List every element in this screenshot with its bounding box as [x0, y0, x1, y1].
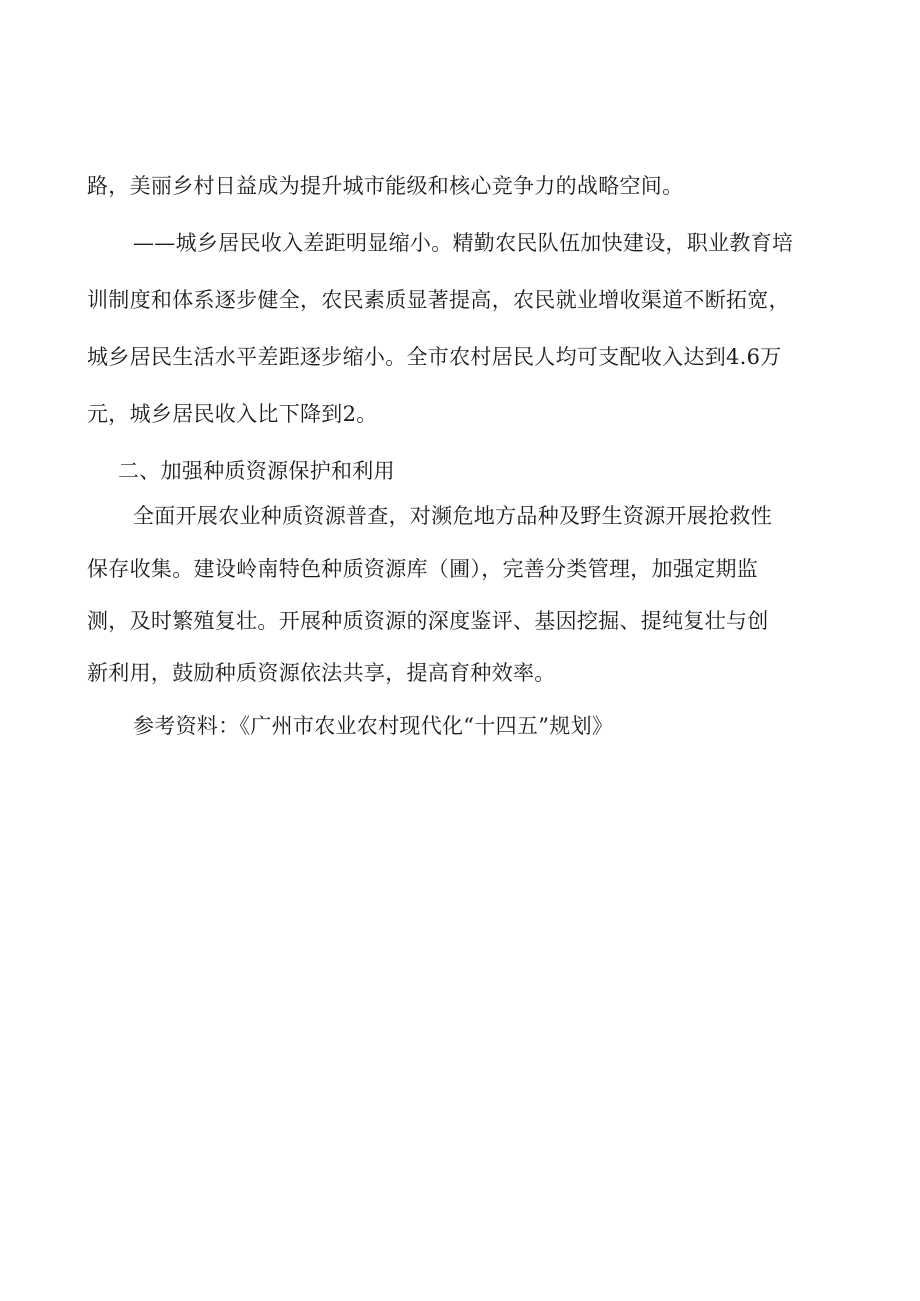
section-heading: 二、加强种质资源保护和利用 — [118, 459, 395, 483]
paragraph-2-line-4: 元，城乡居民收入比下降到2。 — [87, 402, 378, 426]
paragraph-1-line-1: 路，美丽乡村日益成为提升城市能级和核心竞争力的战略空间。 — [87, 174, 684, 198]
reference-line: 参考资料：《广州市农业农村现代化“十四五”规划》 — [133, 714, 614, 738]
paragraph-3-line-3: 测，及时繁殖复壮。开展种质资源的深度鉴评、基因挖掘、提纯复壮与创 — [87, 609, 769, 633]
paragraph-2-line-2: 训制度和体系逐步健全，农民素质显著提高，农民就业增收渠道不断拓宽， — [87, 288, 790, 312]
paragraph-3-line-4: 新利用，鼓励种质资源依法共享，提高育种效率。 — [87, 661, 556, 685]
paragraph-2-line-3: 城乡居民生活水平差距逐步缩小。全市农村居民人均可支配收入达到4.6万 — [87, 345, 782, 369]
paragraph-3-line-2: 保存收集。建设岭南特色种质资源库（圃），完善分类管理，加强定期监 — [87, 557, 759, 581]
paragraph-2-line-1: ——城乡居民收入差距明显缩小。精勤农民队伍加快建设，职业教育培 — [133, 231, 794, 255]
paragraph-3-line-1: 全面开展农业种质资源普查，对濒危地方品种及野生资源开展抢救性 — [133, 504, 772, 528]
